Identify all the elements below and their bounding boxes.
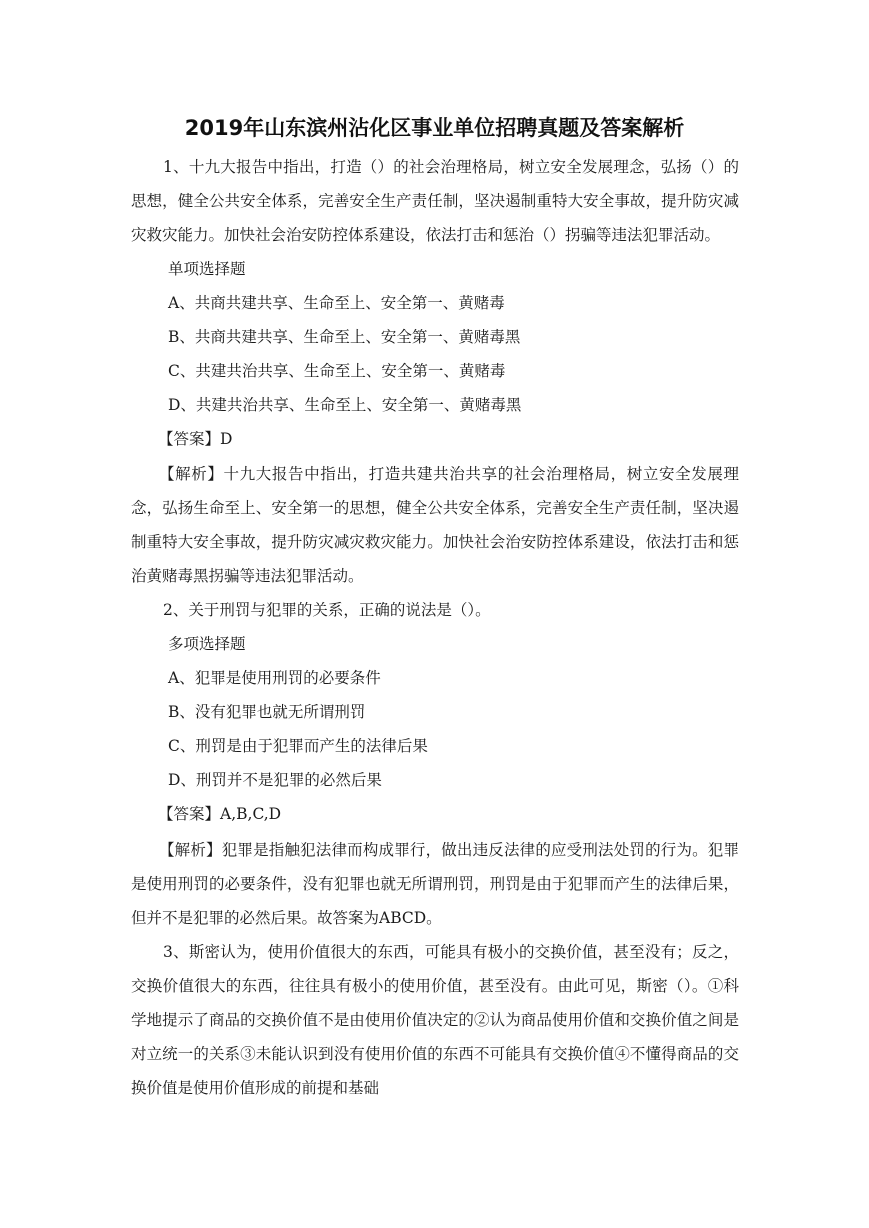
question-1-option-a: A、共商共建共享、生命至上、安全第一、黄赌毒 [168, 294, 505, 312]
question-2-type: 多项选择题 [168, 635, 246, 653]
question-2-option-d: D、刑罚并不是犯罪的必然后果 [168, 771, 382, 789]
question-2-option-a: A、犯罪是使用刑罚的必要条件 [168, 669, 381, 687]
question-2-answer: 【答案】A,B,C,D [158, 805, 282, 823]
page-title: 2019年山东滨州沾化区事业单位招聘真题及答案解析 [184, 116, 685, 140]
question-1-answer: 【答案】D [158, 430, 233, 448]
question-2-stem: 2、关于刑罚与犯罪的关系，正确的说法是（）。 [163, 601, 491, 619]
question-1-option-b: B、共商共建共享、生命至上、安全第一、黄赌毒黑 [168, 328, 521, 346]
question-2-option-b: B、没有犯罪也就无所谓刑罚 [168, 703, 366, 721]
question-3-stem: 3、斯密认为，使用价值很大的东西，可能具有极小的交换价值，甚至没有；反之，交换价值很大的东西，往往具有极小的使用价值，甚至没有。由此可见，斯密（）。①科学地提示了商品的交换价值不是由使用价值决定的②认为商品使用价值和交换价值之间是对立统一的关系③未能认识到没有使用价值的东西不可能具有交换价值④不懂得商品的交换价值是使用价值形成的前提和基础 [131, 943, 739, 1097]
question-1-option-d: D、共建共治共享、生命至上、安全第一、黄赌毒黑 [168, 396, 522, 414]
question-1-option-c: C、共建共治共享、生命至上、安全第一、黄赌毒 [168, 362, 506, 380]
question-1-type: 单项选择题 [168, 260, 246, 278]
question-2-analysis: 【解析】犯罪是指触犯法律而构成罪行，做出违反法律的应受刑法处罚的行为。犯罪是使用刑罚的必要条件，没有犯罪也就无所谓刑罚，刑罚是由于犯罪而产生的法律后果，但并不是犯罪的必然后果。故答案为ABCD。 [131, 841, 739, 927]
question-1-stem: 1、十九大报告中指出，打造（）的社会治理格局，树立安全发展理念，弘扬（）的思想，健全公共安全体系，完善安全生产责任制，坚决遏制重特大安全事故，提升防灾减灾救灾能力。加快社会治安防控体系建设，依法打击和惩治（）拐骗等违法犯罪活动。 [131, 158, 739, 244]
question-2-option-c: C、刑罚是由于犯罪而产生的法律后果 [168, 737, 428, 755]
question-1-analysis: 【解析】十九大报告中指出，打造共建共治共享的社会治理格局，树立安全发展理念，弘扬生命至上、安全第一的思想，健全公共安全体系，完善安全生产责任制，坚决遏制重特大安全事故，提升防灾减灾救灾能力。加快社会治安防控体系建设，依法打击和惩治黄赌毒黑拐骗等违法犯罪活动。 [131, 465, 739, 585]
